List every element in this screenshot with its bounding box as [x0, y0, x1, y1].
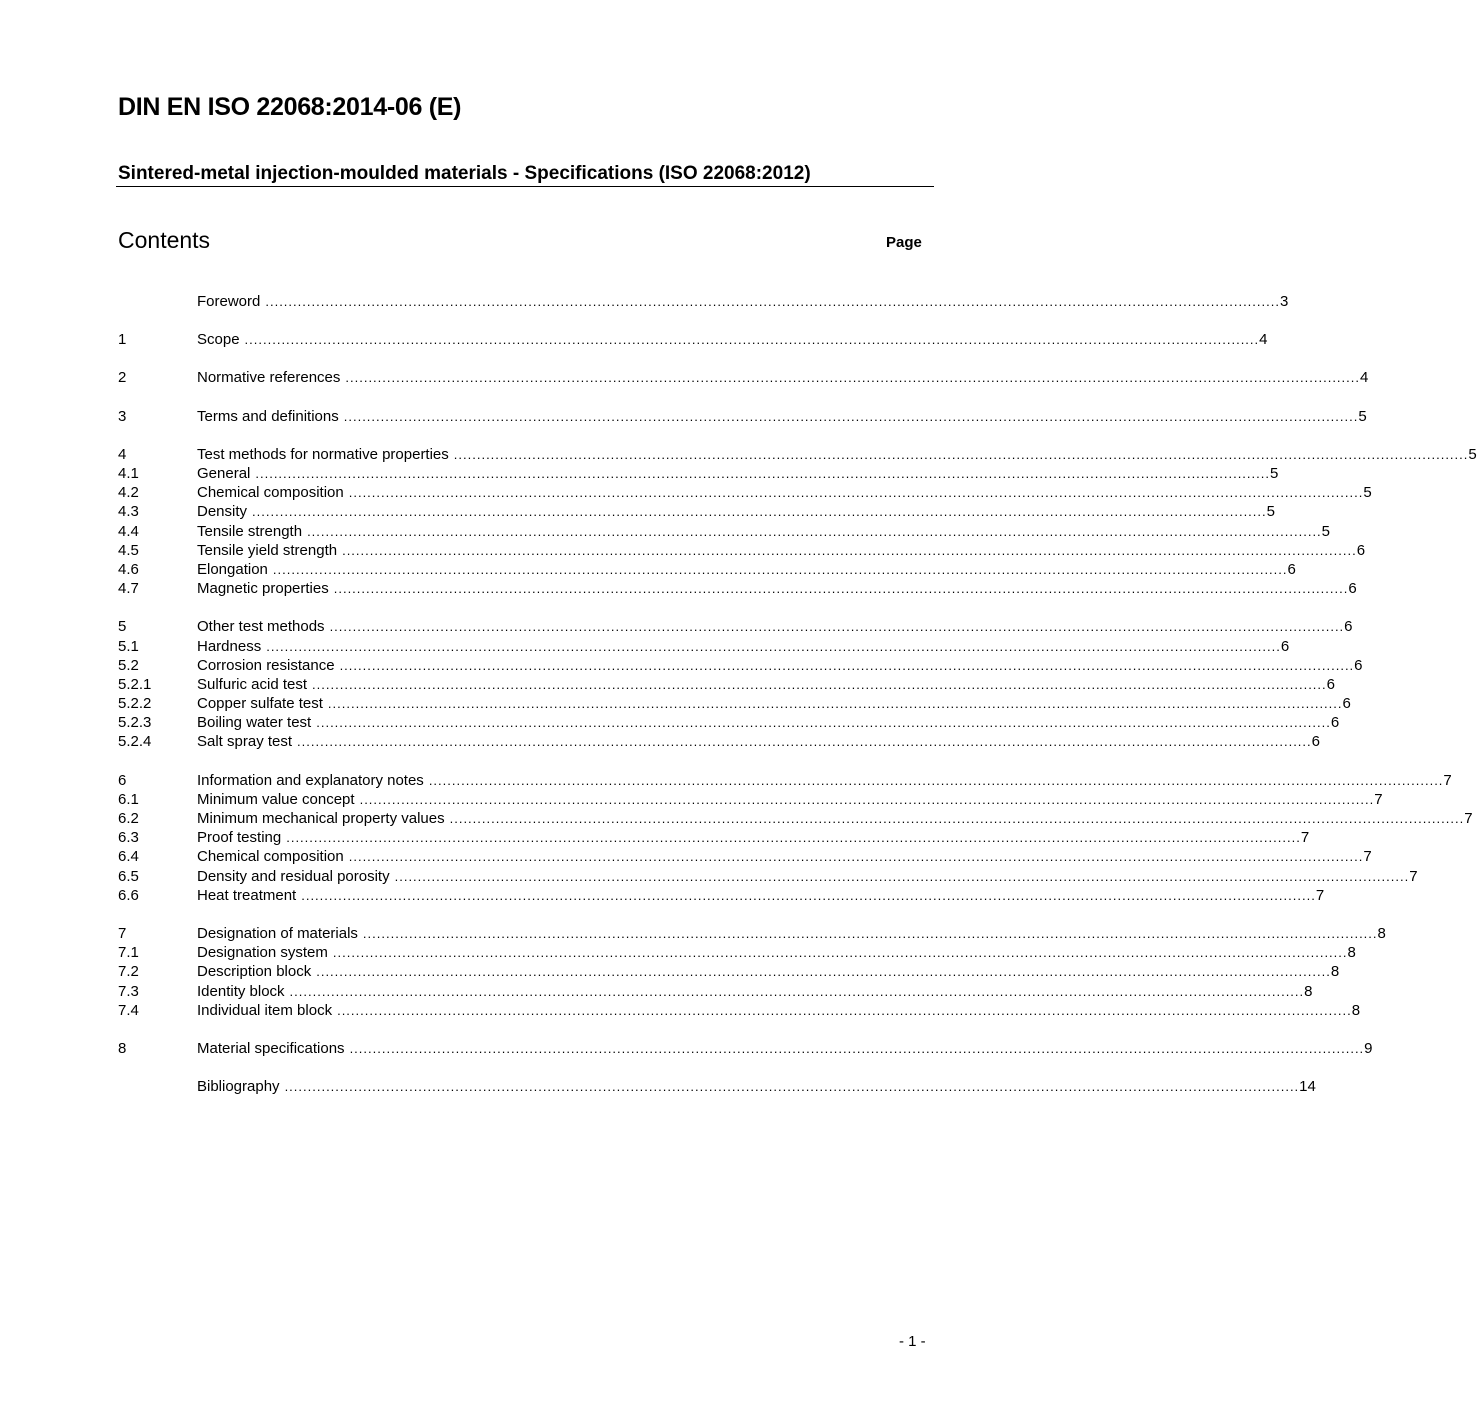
toc-dot-leader: ............................................................................................................................................................................................................................	[333, 581, 1349, 596]
toc-entry-title: Information and explanatory notes	[197, 772, 424, 789]
toc-entry-page: 7	[1315, 887, 1325, 904]
toc-entry-page: 6	[1326, 676, 1335, 693]
toc-entry-page: 8	[1304, 983, 1313, 1000]
document-subtitle: Sintered-metal injection-moulded materials - Specifications (ISO 22068:2012)	[118, 163, 811, 184]
toc-dot-leader: ............................................................................................................................................................................................................................	[289, 984, 1305, 999]
toc-entry-title: Elongation	[197, 561, 268, 578]
toc-dot-leader: ............................................................................................................................................................................................................................	[359, 792, 1375, 807]
toc-entry-title: Material specifications	[197, 1040, 345, 1057]
toc-entry-page: 7	[1374, 791, 1383, 808]
toc-entry[interactable]	[118, 924, 1386, 943]
toc-dot-leader: ............................................................................................................................................................................................................................	[329, 619, 1345, 634]
toc-entry-page: 8	[1377, 925, 1386, 942]
toc-entry-title: Description block	[197, 963, 312, 980]
toc-entry-number: 2	[118, 369, 127, 386]
toc-dot-leader: ............................................................................................................................................................................................................................	[316, 715, 1331, 730]
toc-dot-leader: ............................................................................................................................................................................................................................	[343, 409, 1359, 424]
toc-entry-number: 6.5	[118, 868, 139, 885]
toc-entry-page: 5	[1468, 446, 1477, 463]
toc-entry[interactable]	[118, 579, 1357, 598]
toc-entry[interactable]	[118, 867, 1418, 886]
toc-entry[interactable]	[118, 483, 1372, 502]
toc-dot-leader: ............................................................................................................................................................................................................................	[349, 1041, 1365, 1056]
toc-dot-leader: ............................................................................................................................................................................................................................	[337, 1003, 1352, 1018]
toc-entry-title: Density	[197, 503, 248, 520]
toc-entry[interactable]	[118, 368, 1369, 387]
toc-entry-title: Normative references	[197, 369, 341, 386]
toc-entry-title: Density and residual porosity	[197, 868, 390, 885]
toc-entry-title: Chemical composition	[197, 484, 344, 501]
toc-entry-page: 6	[1348, 580, 1357, 597]
toc-entry-number: 7.4	[118, 1002, 139, 1019]
toc-entry-number: 6.3	[118, 829, 139, 846]
toc-entry-page: 6	[1287, 561, 1296, 578]
toc-entry-title: Tensile yield strength	[197, 542, 338, 559]
toc-entry-number: 7.1	[118, 944, 139, 961]
toc-entry-number: 7.2	[118, 963, 139, 980]
toc-entry[interactable]	[118, 962, 1340, 981]
toc-entry[interactable]	[118, 847, 1372, 866]
toc-entry-page: 14	[1299, 1078, 1316, 1095]
toc-entry[interactable]	[118, 1039, 1373, 1058]
toc-entry[interactable]	[118, 560, 1296, 579]
toc-entry[interactable]	[118, 656, 1363, 675]
toc-entry-number: 1	[118, 331, 127, 348]
toc-dot-leader: ............................................................................................................................................................................................................................	[286, 830, 1301, 845]
toc-entry-page: 5	[1321, 523, 1331, 540]
toc-dot-leader: ............................................................................................................................................................................................................................	[348, 485, 1364, 500]
toc-entry-title: Proof testing	[197, 829, 282, 846]
page-number: - 1 -	[899, 1333, 926, 1350]
toc-dot-leader: ............................................................................................................................................................................................................................	[272, 562, 1288, 577]
toc-entry-number: 5.2.1	[118, 676, 152, 693]
toc-entry-title: Minimum mechanical property values	[197, 810, 445, 827]
toc-entry-page: 7	[1409, 868, 1418, 885]
toc-entry[interactable]	[118, 1077, 1316, 1096]
toc-entry-page: 3	[1279, 293, 1289, 310]
toc-dot-leader: ............................................................................................................................................................................................................................	[244, 332, 1260, 347]
toc-entry-title: Heat treatment	[197, 887, 297, 904]
document-title: DIN EN ISO 22068:2014-06 (E)	[118, 93, 462, 121]
toc-entry-title: Hardness	[197, 638, 262, 655]
toc-entry-page: 9	[1364, 1040, 1373, 1057]
toc-dot-leader: ............................................................................................................................................................................................................................	[316, 964, 1331, 979]
toc-entry-number: 6.4	[118, 848, 139, 865]
toc-entry-title: Scope	[197, 331, 240, 348]
toc-dot-leader: ............................................................................................................................................................................................................................	[307, 524, 1322, 539]
subtitle-divider	[116, 186, 934, 187]
toc-entry[interactable]	[118, 771, 1452, 790]
toc-entry[interactable]	[118, 541, 1366, 560]
toc-entry-number: 4	[118, 446, 127, 463]
toc-dot-leader: ............................................................................................................................................................................................................................	[301, 888, 1316, 903]
toc-entry-page: 6	[1354, 657, 1363, 674]
toc-entry-number: 5.2.4	[118, 733, 152, 750]
toc-entry-page: 7	[1300, 829, 1310, 846]
toc-entry-number: 6.1	[118, 791, 139, 808]
toc-entry-title: Other test methods	[197, 618, 325, 635]
toc-dot-leader: ............................................................................................................................................................................................................................	[449, 811, 1465, 826]
toc-entry-title: Minimum value concept	[197, 791, 355, 808]
toc-entry[interactable]	[118, 713, 1340, 732]
toc-entry-page: 4	[1360, 369, 1369, 386]
toc-dot-leader: ............................................................................................................................................................................................................................	[265, 294, 1280, 309]
toc-entry-title: Designation system	[197, 944, 328, 961]
toc-entry[interactable]	[118, 637, 1290, 656]
toc-entry-title: Test methods for normative properties	[197, 446, 449, 463]
toc-entry-title: Magnetic properties	[197, 580, 329, 597]
toc-dot-leader: ............................................................................................................................................................................................................................	[394, 869, 1410, 884]
toc-entry[interactable]	[118, 522, 1331, 541]
toc-entry-page: 7	[1443, 772, 1452, 789]
toc-entry-title: Sulfuric acid test	[197, 676, 308, 693]
toc-entry-page: 6	[1344, 618, 1353, 635]
toc-entry-title: Boiling water test	[197, 714, 312, 731]
toc-entry-title: Salt spray test	[197, 733, 293, 750]
page-column-label: Page	[886, 234, 922, 251]
toc-entry-title: Identity block	[197, 983, 285, 1000]
toc-entry[interactable]	[118, 330, 1268, 349]
toc-dot-leader: ............................................................................................................................................................................................................................	[312, 677, 1327, 692]
toc-entry[interactable]	[118, 675, 1335, 694]
toc-entry-page: 4	[1259, 331, 1268, 348]
toc-dot-leader: ............................................................................................................................................................................................................................	[342, 543, 1357, 558]
toc-entry-title: General	[197, 465, 251, 482]
toc-entry[interactable]	[118, 982, 1313, 1001]
toc-entry-page: 8	[1330, 963, 1340, 980]
toc-entry-page: 6	[1330, 714, 1340, 731]
toc-entry-number: 3	[118, 408, 127, 425]
toc-entry[interactable]	[118, 502, 1275, 521]
toc-entry-title: Foreword	[197, 293, 261, 310]
toc-entry-number: 6.2	[118, 810, 139, 827]
toc-entry[interactable]	[118, 407, 1367, 426]
toc-entry-number: 5.2.3	[118, 714, 152, 731]
toc-entry-number: 4.2	[118, 484, 139, 501]
toc-entry[interactable]	[118, 292, 1289, 311]
toc-entry-page: 5	[1269, 465, 1279, 482]
toc-entry-number: 5.2	[118, 657, 139, 674]
toc-entry-title: Copper sulfate test	[197, 695, 323, 712]
toc-entry-page: 7	[1464, 810, 1473, 827]
toc-dot-leader: ............................................................................................................................................................................................................................	[339, 658, 1355, 673]
toc-entry-number: 8	[118, 1040, 127, 1057]
toc-dot-leader: ............................................................................................................................................................................................................................	[266, 639, 1281, 654]
toc-dot-leader: ............................................................................................................................................................................................................................	[428, 773, 1444, 788]
toc-entry-number: 4.4	[118, 523, 139, 540]
toc-entry[interactable]	[118, 445, 1477, 464]
toc-entry-title: Chemical composition	[197, 848, 344, 865]
toc-entry-number: 5.1	[118, 638, 139, 655]
toc-entry-number: 4.1	[118, 465, 139, 482]
toc-entry-number: 6	[118, 772, 127, 789]
toc-entry[interactable]	[118, 732, 1320, 751]
toc-entry-number: 4.3	[118, 503, 139, 520]
toc-entry-page: 6	[1311, 733, 1320, 750]
toc-entry-page: 8	[1351, 1002, 1361, 1019]
toc-entry-number: 5.2.2	[118, 695, 152, 712]
toc-entry-page: 7	[1363, 848, 1372, 865]
toc-entry-title: Terms and definitions	[197, 408, 339, 425]
toc-dot-leader: ............................................................................................................................................................................................................................	[255, 466, 1270, 481]
toc-entry-page: 8	[1347, 944, 1356, 961]
toc-entry-page: 5	[1363, 484, 1372, 501]
toc-entry-title: Tensile strength	[197, 523, 303, 540]
toc-entry[interactable]	[118, 790, 1383, 809]
toc-entry[interactable]	[118, 809, 1473, 828]
toc-entry-number: 6.6	[118, 887, 139, 904]
toc-entry[interactable]	[118, 943, 1356, 962]
toc-entry-title: Designation of materials	[197, 925, 358, 942]
toc-entry-page: 5	[1266, 503, 1275, 520]
toc-entry-number: 4.7	[118, 580, 139, 597]
toc-dot-leader: ............................................................................................................................................................................................................................	[345, 370, 1360, 385]
toc-entry-number: 5	[118, 618, 127, 635]
toc-entry[interactable]	[118, 617, 1353, 636]
toc-entry-page: 6	[1342, 695, 1351, 712]
toc-dot-leader: ............................................................................................................................................................................................................................	[284, 1079, 1300, 1094]
contents-heading: Contents	[118, 227, 211, 253]
toc-entry-number: 7	[118, 925, 127, 942]
toc-entry-page: 6	[1280, 638, 1290, 655]
toc-entry[interactable]	[118, 886, 1325, 905]
toc-entry[interactable]	[118, 694, 1351, 713]
toc-entry-page: 6	[1356, 542, 1366, 559]
toc-dot-leader: ............................................................................................................................................................................................................................	[327, 696, 1343, 711]
toc-dot-leader: ............................................................................................................................................................................................................................	[252, 504, 1267, 519]
toc-entry-number: 7.3	[118, 983, 139, 1000]
toc-entry-number: 4.6	[118, 561, 139, 578]
toc-dot-leader: ............................................................................................................................................................................................................................	[362, 926, 1378, 941]
toc-entry[interactable]	[118, 828, 1310, 847]
toc-entry-title: Individual item block	[197, 1002, 333, 1019]
toc-dot-leader: ............................................................................................................................................................................................................................	[453, 447, 1469, 462]
toc-dot-leader: ............................................................................................................................................................................................................................	[332, 945, 1348, 960]
toc-dot-leader: ............................................................................................................................................................................................................................	[297, 734, 1312, 749]
toc-entry-title: Bibliography	[197, 1078, 280, 1095]
toc-entry[interactable]	[118, 464, 1279, 483]
toc-entry-page: 5	[1358, 408, 1367, 425]
toc-entry[interactable]	[118, 1001, 1361, 1020]
toc-dot-leader: ............................................................................................................................................................................................................................	[348, 849, 1364, 864]
toc-entry-title: Corrosion resistance	[197, 657, 335, 674]
toc-entry-number: 4.5	[118, 542, 139, 559]
